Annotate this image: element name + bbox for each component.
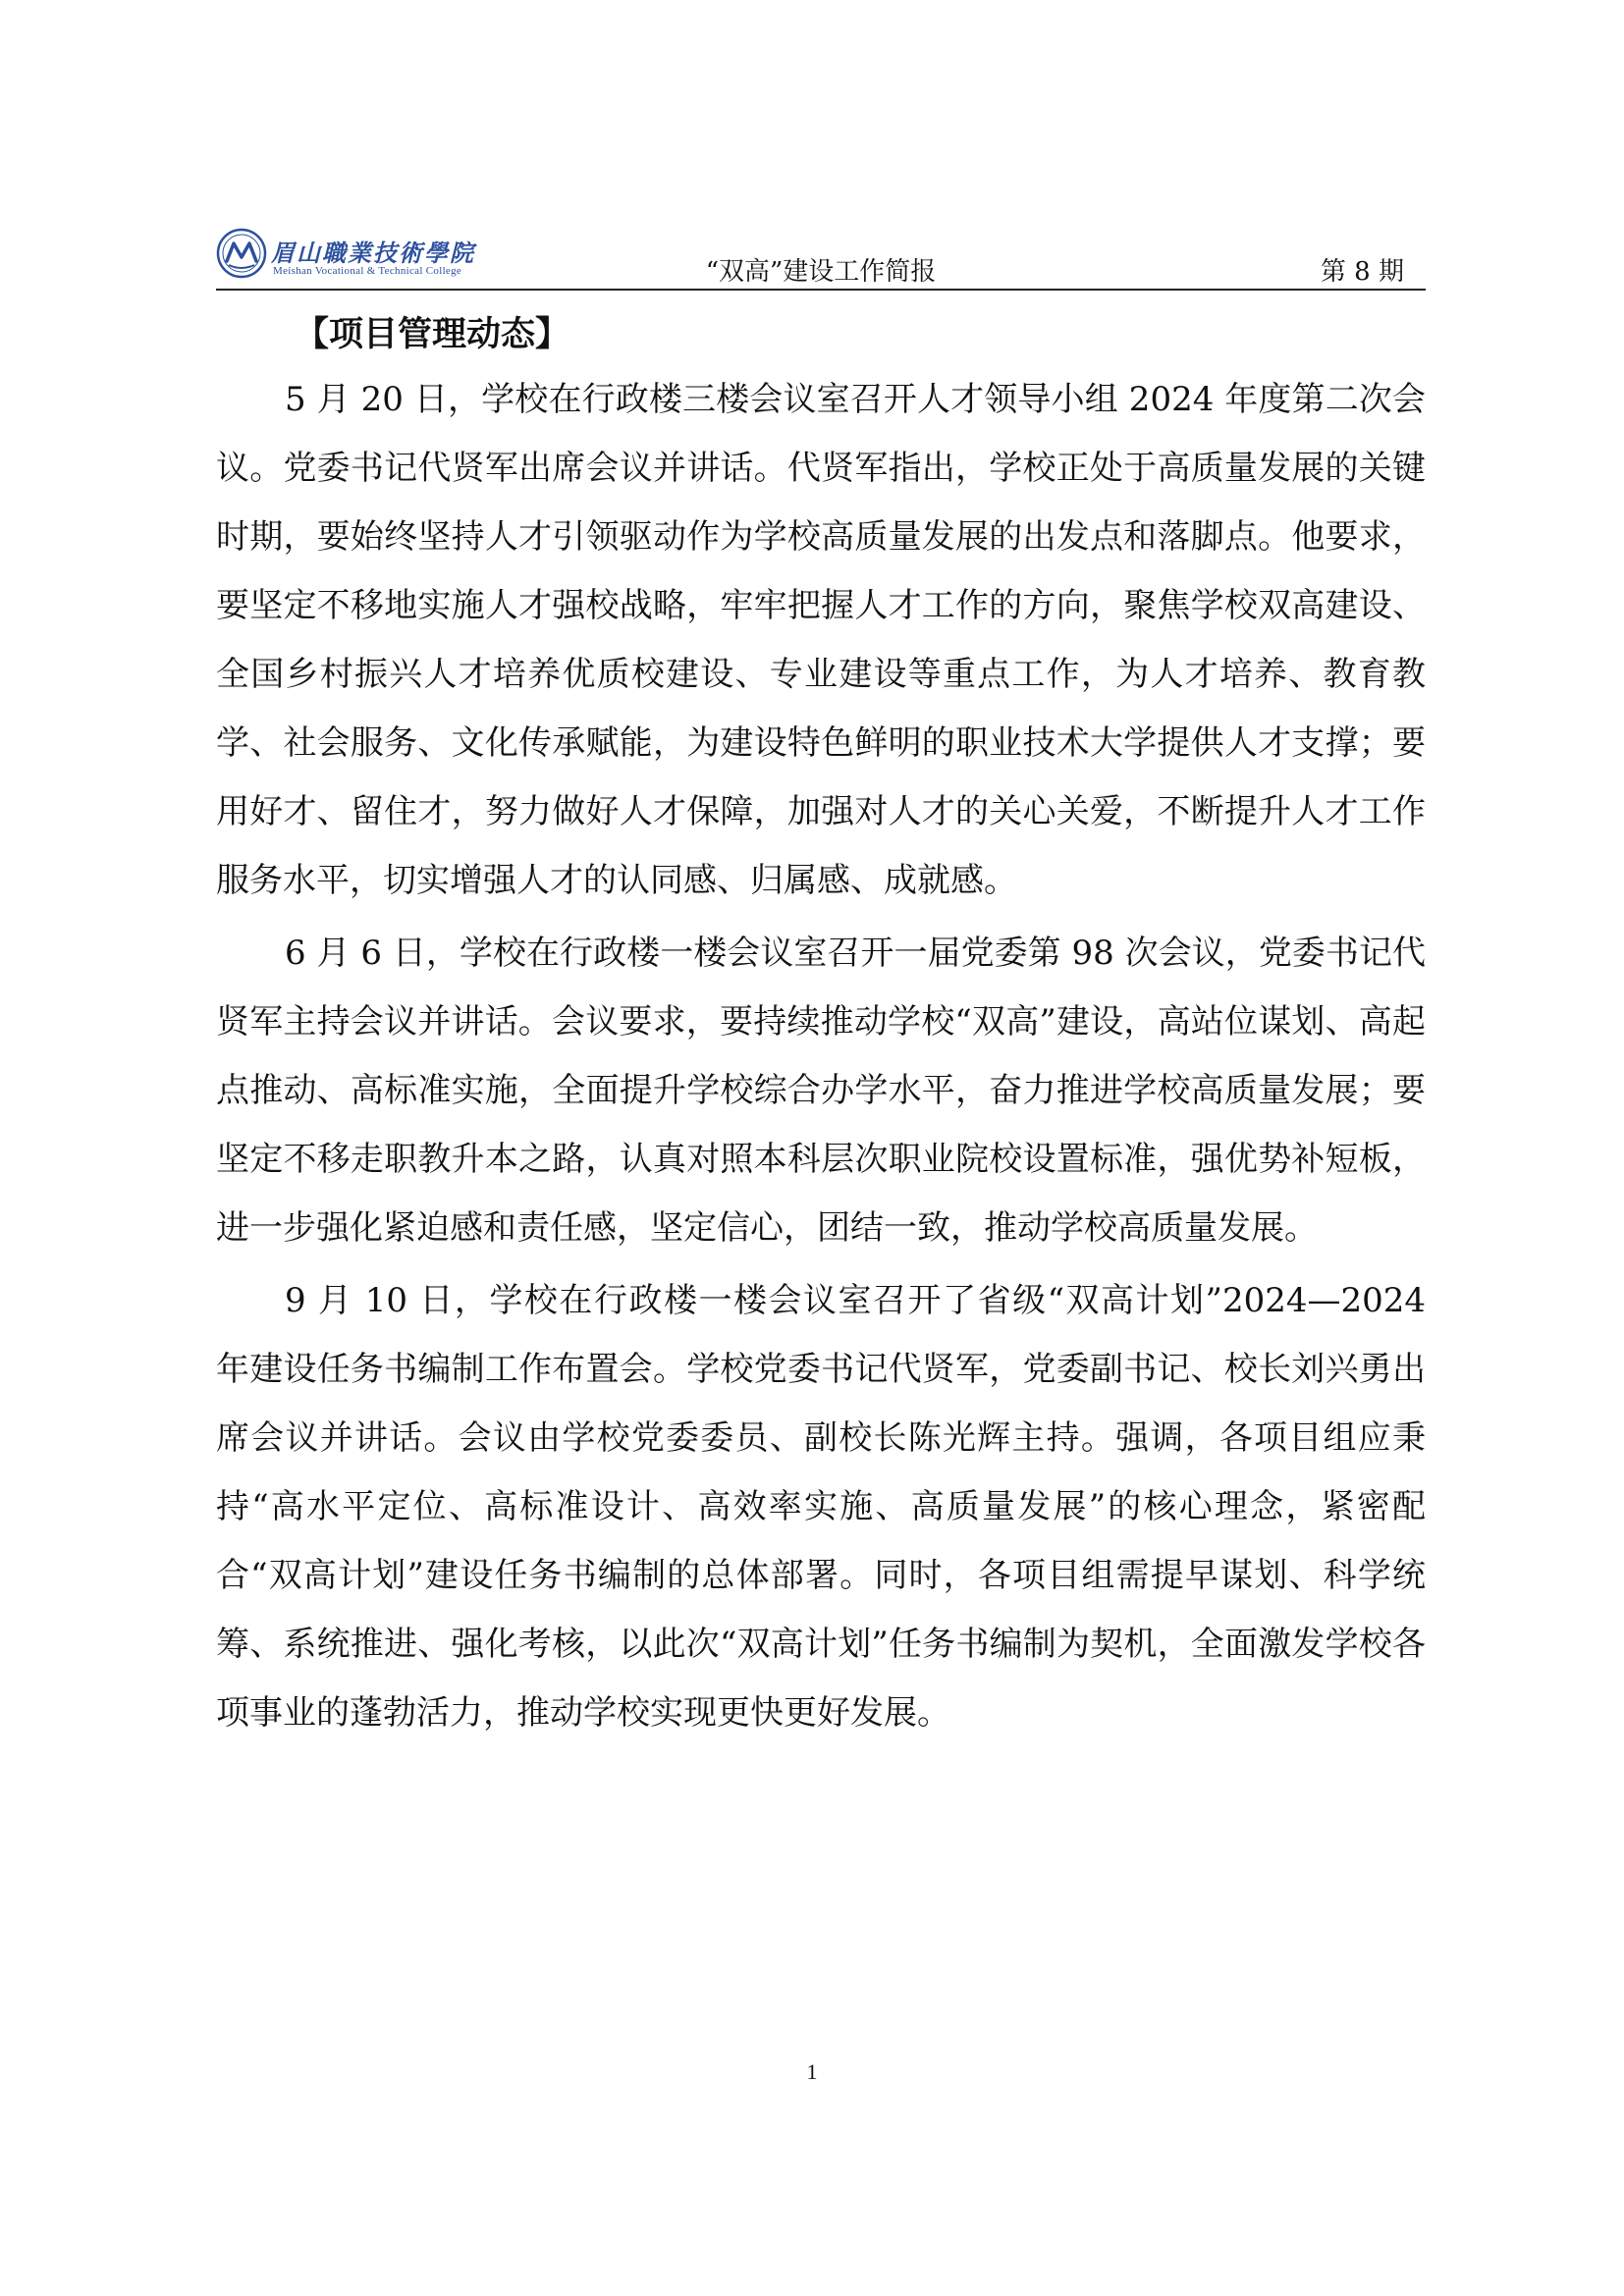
page-number: 1	[806, 2059, 818, 2084]
paragraph-june-6: 6 月 6 日，学校在行政楼一楼会议室召开一届党委第 98 次会议，党委书记代贤军主持会议并讲话。会议要求，要持续推动学校“双高”建设，高站位谋划、高起点推动、高标准实施，全面提升学校综合办学水平，奋力推进学校高质量发展；要坚定不移走职教升本之路，认真对照本科层次职业院校设置标准，强优势补短板，进一步强化紧迫感和责任感，坚定信心，团结一致，推动学校高质量发展。	[216, 934, 1426, 1248]
page-content	[216, 294, 1426, 1747]
paragraph-may-20: 5 月 20 日，学校在行政楼三楼会议室召开人才领导小组 2024 年度第二次会议。党委书记代贤军出席会议并讲话。代贤军指出，学校正处于高质量发展的关键时期，要始终坚持人才引领驱动作为学校高质量发展的出发点和落脚点。他要求，要坚定不移地实施人才强校战略，牢牢把握人才工作的方向，聚焦学校双高建设、全国乡村振兴人才培养优质校建设、专业建设等重点工作，为人才培养、教育教学、社会服务、文化传承赋能，为建设特色鲜明的职业技术大学提供人才支撑；要用好才、留住才，努力做好人才保障，加强对人才的关心关爱，不断提升人才工作服务水平，切实增强人才的认同感、归属感、成就感。	[216, 380, 1426, 900]
issue-number: 第 8 期	[1320, 257, 1404, 287]
bulletin-title: “双高”建设工作简报	[705, 257, 937, 287]
page-header	[216, 224, 1426, 291]
section-title: 【项目管理动态】	[295, 315, 570, 354]
logo-english-name: Meishan Vocational & Technical College	[273, 265, 462, 277]
logo-chinese-name: 眉山職業技術學院	[271, 239, 475, 267]
paragraph-september-10: 9 月 10 日，学校在行政楼一楼会议室召开了省级“双高计划”2024—2024 年建设任务书编制工作布置会。学校党委书记代贤军，党委副书记、校长刘兴勇出席会议并讲话。会议由学校党委委员、副校长陈光辉主持。强调，各项目组应秉持“高水平定位、高标准设计、高效率实施、高质量发展”的核心理念，紧密配合“双高计划”建设任务书编制的总体部署。同时，各项目组需提早谋划、科学统筹、系统推进、强化考核，以此次“双高计划”任务书编制为契机，全面激发学校各项事业的蓬勃活力，推动学校实现更快更好发展。	[216, 1281, 1426, 1733]
